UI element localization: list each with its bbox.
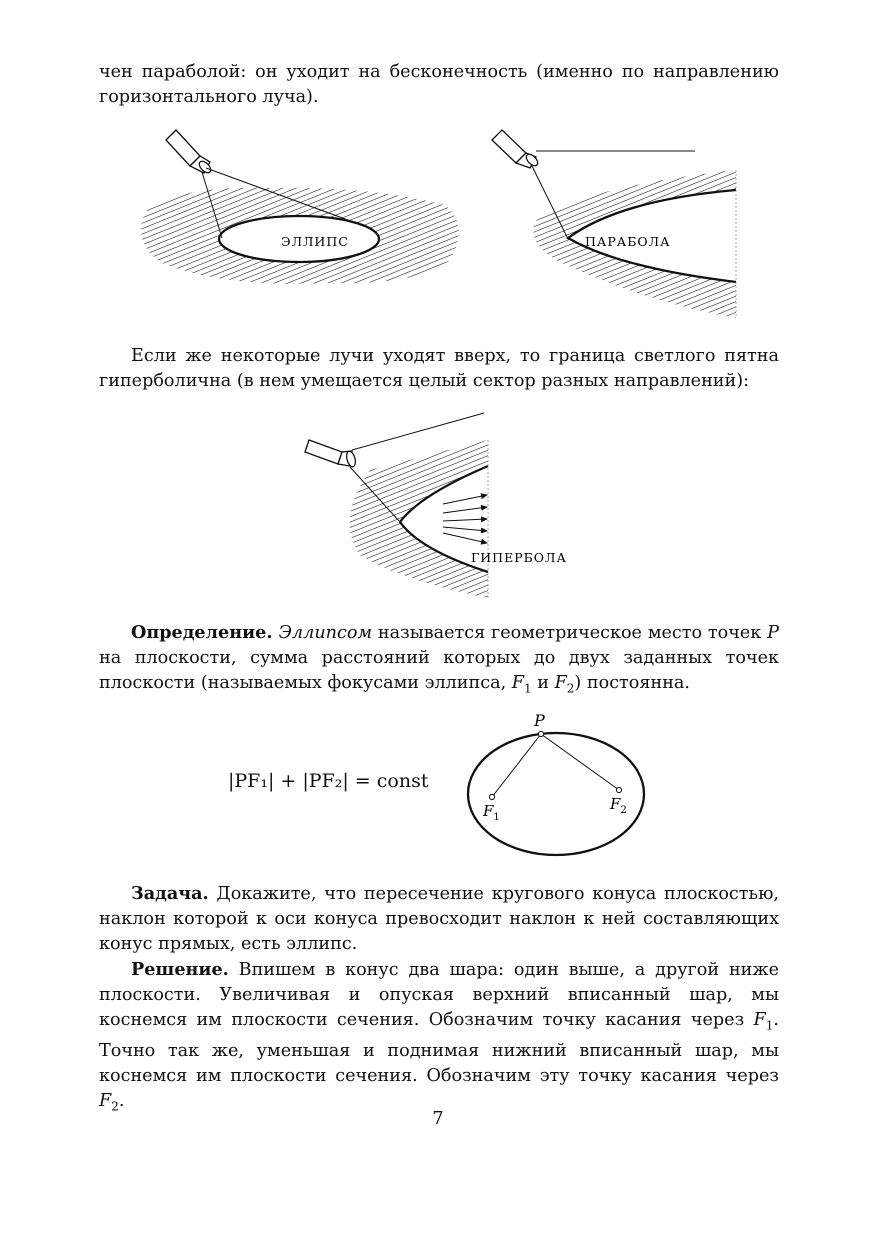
definition-text: на плоскости, сумма расстояний которых до двух заданных точек плоскости (называемых фокусами эллипса, — [99, 648, 779, 693]
label-p: P — [534, 711, 545, 730]
focus-f2-subscript: 2 — [566, 681, 575, 696]
segment-p-f2 — [541, 734, 619, 790]
label-f1 — [482, 802, 500, 823]
label-f1-sub: 1 — [493, 812, 500, 823]
paragraph-intro — [99, 60, 779, 110]
definition-text: называется геометрическое место точек — [372, 623, 768, 643]
focus-f2: F — [554, 673, 567, 693]
problem-text: Докажите, что пересечение кругового конуса плоскостью, наклон которой к оси конуса превосходит наклон к ней составляющих конус прямых, есть эллипс. — [99, 884, 779, 954]
focus-f2: F — [99, 1090, 112, 1111]
flashlight-icon — [305, 440, 357, 468]
paragraph-problem — [99, 881, 779, 957]
variable-p: P — [767, 623, 779, 643]
focus-f1-marker — [489, 794, 494, 799]
solution-text: . — [118, 1090, 125, 1111]
definition-text: ) постоянна. — [574, 673, 691, 693]
paragraph-hyperbola-intro — [99, 344, 779, 394]
label-f1-letter: F — [483, 802, 494, 820]
paragraph-solution — [99, 957, 779, 1119]
focus-f1: F — [753, 1010, 766, 1030]
focus-f1-subscript: 1 — [765, 1018, 774, 1033]
flashlight-icon — [492, 130, 540, 168]
solution-text: Впишем в конус два шара: один выше, а другой ниже плоскости. Увеличивая и опуская верхний вписанный шар, мы коснемся им плоскости сечения. Обозначим точку касания через — [99, 960, 779, 1030]
formula-text: |PF₁| + |PF₂| = const — [228, 770, 429, 792]
definition-heading: Определение. — [131, 622, 273, 643]
definition-term: Эллипсом — [278, 623, 373, 643]
figure-hyperbola — [0, 405, 876, 600]
solution-text: . Точно так же, уменьшая и поднимая нижний вписанный шар, мы коснемся им плоскости сечения. Обозначим эту точку касания через — [99, 1010, 779, 1086]
solution-heading: Решение. — [131, 959, 229, 980]
figure-ellipse-parabola — [0, 118, 876, 318]
focus-f1-subscript: 1 — [524, 681, 532, 696]
paragraph-text: Если же некоторые лучи уходят вверх, то граница светлого пятна гиперболична (в нем умещается целый сектор разных направлений): — [99, 346, 779, 391]
hyperbola-label: ГИПЕРБОЛА — [471, 550, 567, 565]
label-f2-sub: 2 — [620, 805, 627, 816]
definition-text: и — [531, 673, 555, 693]
upward-ray — [352, 413, 484, 450]
paragraph-text: чен параболой: он уходит на бесконечность (именно по направлению горизонтального луча). — [99, 62, 779, 107]
problem-heading: Задача. — [131, 883, 209, 904]
point-p-marker — [538, 731, 543, 736]
figure-ellipse-foci — [0, 705, 876, 870]
segment-p-f1 — [492, 734, 541, 797]
parabola-label: ПАРАБОЛА — [585, 234, 671, 249]
paragraph-definition — [99, 620, 779, 702]
flashlight-icon — [166, 130, 213, 175]
page-number: 7 — [432, 1108, 444, 1129]
label-f2 — [609, 795, 627, 816]
label-f2-letter: F — [610, 795, 621, 813]
focus-f2-marker — [616, 787, 621, 792]
focus-f2-subscript: 2 — [111, 1099, 119, 1114]
focus-f1: F — [511, 673, 524, 693]
ellipse-label: ЭЛЛИПС — [281, 234, 349, 249]
